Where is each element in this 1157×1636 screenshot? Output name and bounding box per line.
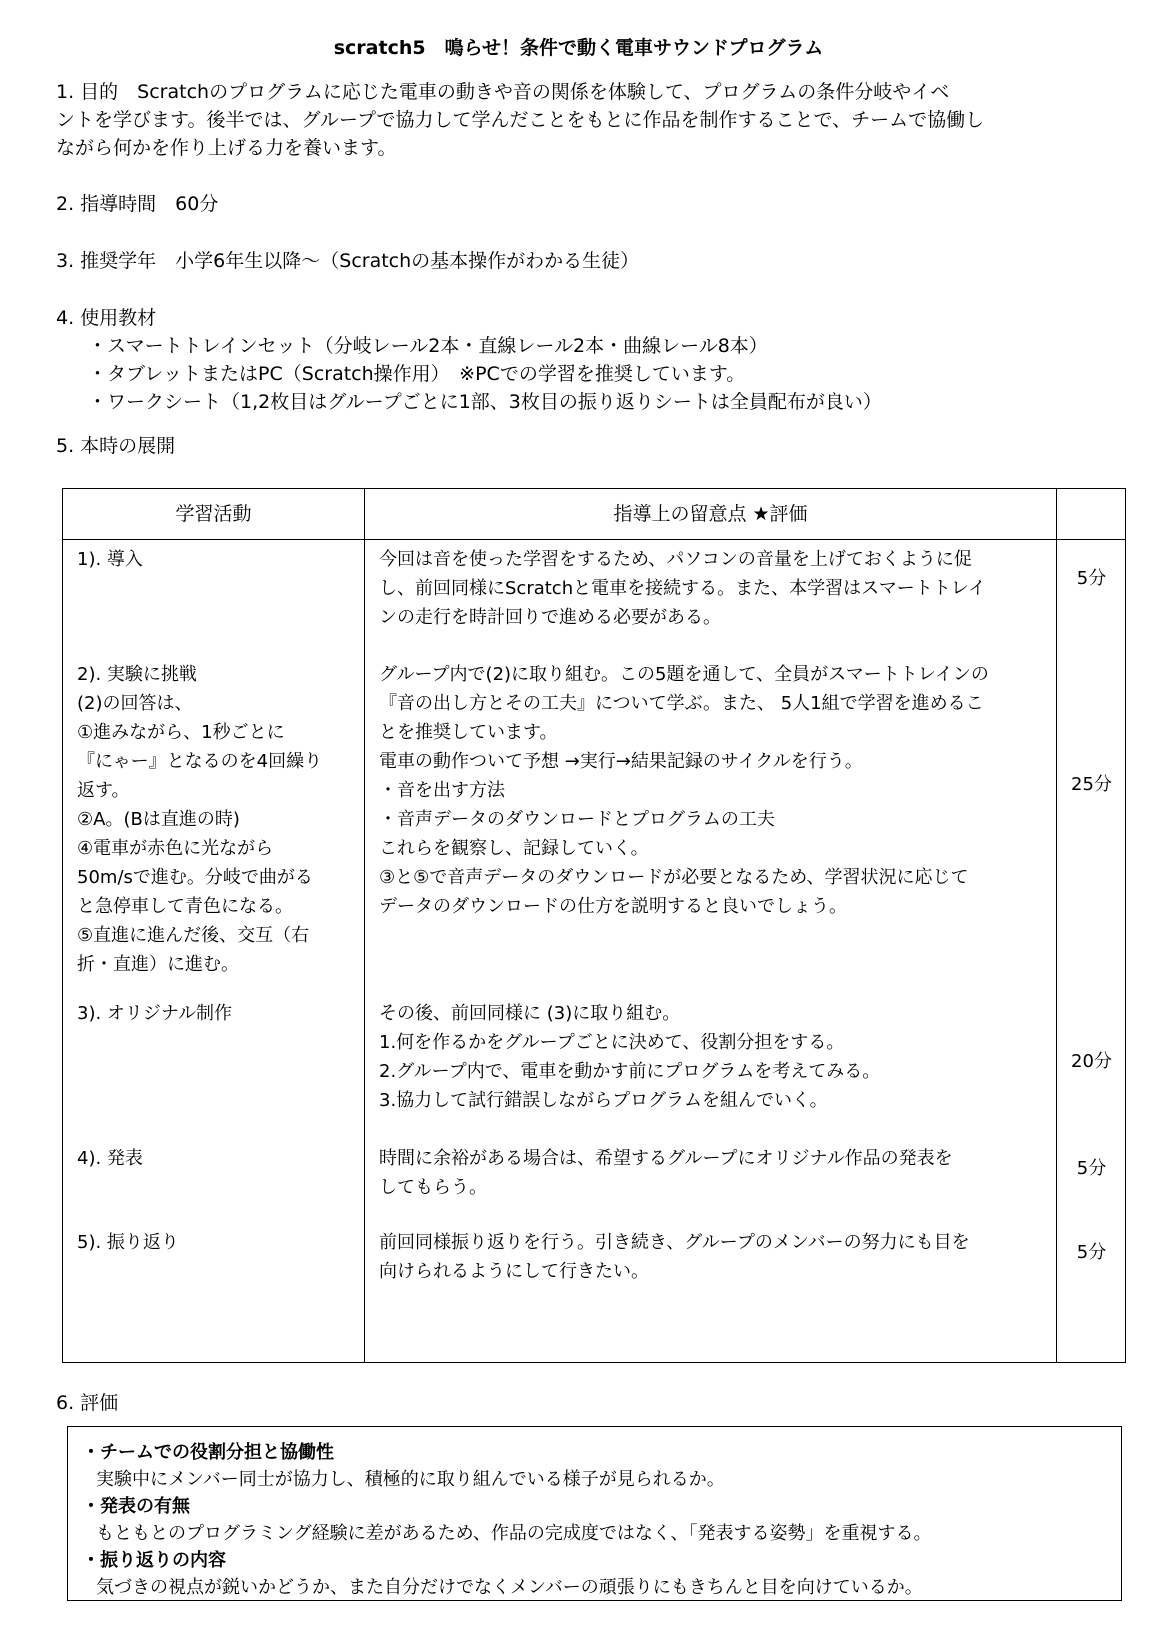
column-header-activity: 学習活動 [63, 489, 365, 540]
lesson-plan-table [62, 488, 1126, 1363]
time-intro: 5分 [1076, 568, 1107, 589]
time-original-work: 20分 [1071, 1051, 1112, 1072]
materials-heading: 4. 使用教材 [56, 307, 157, 329]
notes-reflection: 前回同様振り返りを行う。引き続き、グループのメンバーの努力にも目を 向けられるようにして行きたい。 [379, 1232, 970, 1282]
material-item: ・ワークシート（1,2枚目はグループごとに1部、3枚目の振り返りシートは全員配布が良い） [88, 391, 882, 413]
time-presentation: 5分 [1076, 1158, 1107, 1179]
material-item: ・タブレットまたはPC（Scratch操作用） ※PCでの学習を推奨しています。 [88, 363, 746, 385]
column-header-time [1057, 489, 1126, 540]
evaluation-item-heading: ・チームでの役割分担と協働性 [82, 1442, 334, 1463]
evaluation-heading: 6. 評価 [56, 1392, 119, 1414]
evaluation-item-heading: ・発表の有無 [82, 1496, 190, 1517]
flow-heading: 5. 本時の展開 [56, 435, 176, 457]
purpose-line: ントを学びます。後半では、グループで協力して学んだことをもとに作品を制作することで、チームで協働し [56, 109, 985, 131]
purpose-line: ながら何かを作り上げる力を養います。 [56, 137, 397, 159]
evaluation-item-detail: もともとのプログラミング経験に差があるため、作品の完成度ではなく、「発表する姿勢」を重視する。 [96, 1523, 932, 1544]
purpose-line: 1. 目的 Scratchのプログラムに応じた電車の動きや音の関係を体験して、プログラムの条件分岐やイベ [56, 81, 950, 103]
activity-reflection: 5). 振り返り [77, 1232, 179, 1253]
evaluation-item-detail: 実験中にメンバー同士が協力し、積極的に取り組んでいる様子が見られるか。 [96, 1469, 725, 1490]
notes-intro: 今回は音を使った学習をするため、パソコンの音量を上げておくように促 し、前回同様にScratchと電車を接続する。また、本学習はスマートトレイ ンの走行を時計回りで進める必要がある。 [379, 549, 986, 628]
notes-experiment: グループ内で(2)に取り組む。この5題を通して、全員がスマートトレインの 『音の出し方とその工夫』について学ぶ。また、 5人1組で学習を進めるこ とを推奨しています。 電車の動作ついて予想 →実行→結果記録のサイクルを行う。 ・音を出す方法 ・音声データのダウンロードとプログラムの工夫 これらを観察し、記録していく。 ③と⑤で音声データのダウンロードが必要となるため、学習状況に応じて データのダウンロードの仕方を説明すると良いでしょう。 [379, 664, 989, 917]
column-header-notes: 指導上の留意点 ★評価 [365, 489, 1057, 540]
activity-column [63, 540, 365, 1363]
materials-section [56, 304, 1101, 416]
activity-intro: 1). 導入 [77, 549, 143, 570]
table-row [63, 540, 1126, 1363]
time-experiment: 25分 [1071, 774, 1112, 795]
time-column [1057, 540, 1126, 1363]
evaluation-box [67, 1426, 1122, 1601]
activity-presentation: 4). 発表 [77, 1148, 143, 1169]
evaluation-item-heading: ・振り返りの内容 [82, 1550, 226, 1571]
page-title: scratch5 鳴らせ！条件で動く電車サウンドプログラム [333, 37, 824, 59]
notes-original-work: その後、前回同様に (3)に取り組む。 1.何を作るかをグループごとに決めて、役割分担をする。 2.グループ内で、電車を動かす前にプログラムを考えてみる。 3.協力して試行錯誤しながらプログラムを組んでいく。 [379, 1003, 881, 1111]
notes-presentation: 時間に余裕がある場合は、希望するグループにオリジナル作品の発表を してもらう。 [379, 1148, 953, 1198]
purpose-section [56, 78, 1101, 162]
table-header-row [63, 489, 1126, 540]
teaching-time: 2. 指導時間 60分 [56, 193, 219, 215]
evaluation-item-detail: 気づきの視点が鋭いかどうか、また自分だけでなくメンバーの頑張りにもきちんと目を向けているか。 [96, 1577, 923, 1598]
activity-experiment: 2). 実験に挑戦 (2)の回答は、 ①進みながら、1秒ごとに 『にゃー』となるのを4回繰り 返す。 ②A。(Bは直進の時) ④電車が赤色に光ながら 50m/sで進む。分岐で曲がる と急停車して青色になる。 ⑤直進に進んだ後、交互（右 折・直進）に進む。 [77, 664, 323, 975]
notes-column [365, 540, 1057, 1363]
time-reflection: 5分 [1076, 1242, 1107, 1263]
recommended-grade: 3. 推奨学年 小学6年生以降～（Scratchの基本操作がわかる生徒） [56, 250, 640, 272]
material-item: ・スマートトレインセット（分岐レール2本・直線レール2本・曲線レール8本） [88, 335, 768, 357]
activity-original-work: 3). オリジナル制作 [77, 1003, 233, 1024]
